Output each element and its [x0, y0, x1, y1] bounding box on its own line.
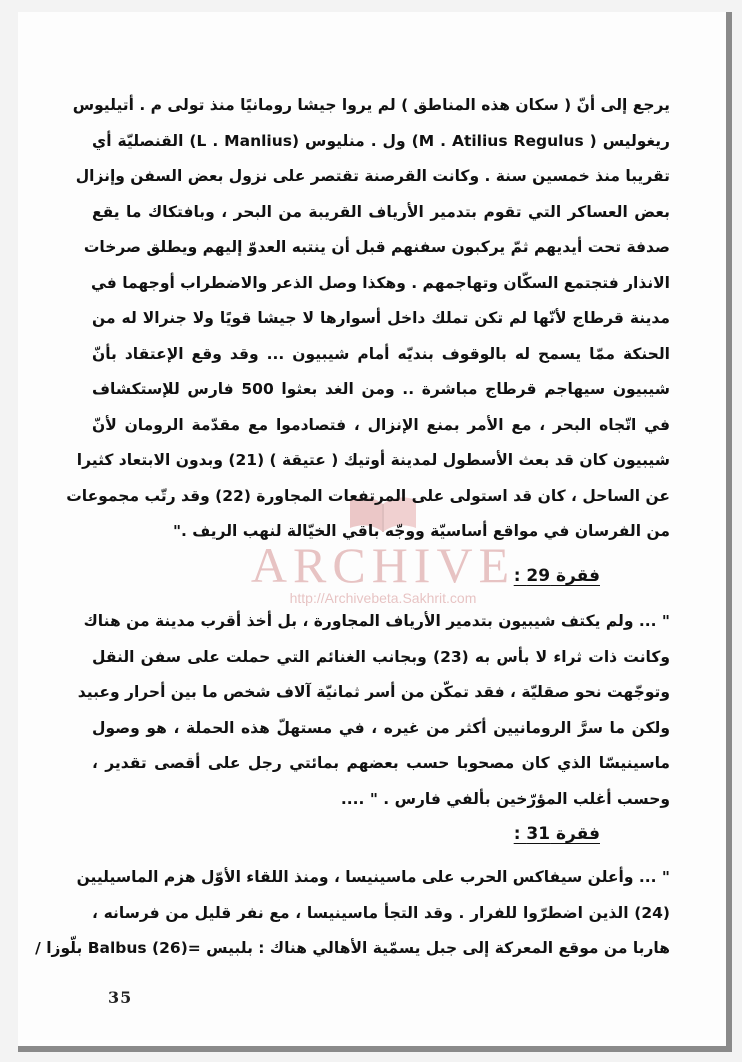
watermark-url: http://Archivebeta.Sakhrit.com [289, 590, 477, 606]
text-line: الحنكة ممّا يسمح له بالوقوف بنديّه أمام شيبيون ... وقد وقع الإعتقاد بأنّ [92, 344, 670, 363]
section-2-text [77, 604, 670, 817]
text-line: يرجع إلى أنّ ( سكان هذه المناطق ) لم يروا جيشا رومانيًا منذ تولى م . أتيليوس [72, 96, 670, 114]
text-line: " ... وأعلن سيفاكس الحرب على ماسينيسا ، ومنذ اللقاء الأوّل هزم الماسيليين [76, 868, 670, 886]
text-line: الانذار فتجتمع السكّان وتهاجمهم . وهكذا وصل الذعر والاضطراب أوجهما في [90, 273, 670, 292]
text-line: ريغوليس ( M . Atilius Regulus) ول . منليوس (L . Manlius) القنصليّة أي [92, 131, 670, 150]
text-line: مدينة قرطاج لأنّها لم تكن تملك داخل أسوارها لا جيشا قويًا ولا جنرالا له من [92, 309, 670, 327]
text-line: عن الساحل ، كان قد استولى على المرتفعات المجاورة (22) وقد رتّب مجموعات [66, 486, 670, 505]
text-line: هاربا من موقع المعركة إلى جبل يسمّية الأهالي هناك : بلبيس =Balbus (26) بلّوزا / [35, 939, 670, 957]
page-number: 35 [108, 988, 133, 1007]
section-heading-29: فقرة 29 : [513, 566, 600, 586]
text-line: صدفة تحت أيديهم ثمّ يركبون سفنهم قبل أن ينتبه العدوّ إليهم ويطلق صرخات [83, 238, 670, 256]
text-line: في اتّجاه البحر ، مع الأمر بمنع الإنزال ، فتصادموا مع مقدّمة الرومان لأنّ [92, 415, 670, 434]
text-line: من الفرسان في مواقع أساسيّة ووجّه باقي الخيّالة لنهب الريف ." [172, 522, 670, 540]
text-line: " ... ولم يكتف شيبيون بتدمير الأرياف المجاورة ، بل أخذ أقرب مدينة من هناك [83, 612, 670, 630]
section-3-text [35, 860, 670, 967]
text-line: (24) الذين اضطرّوا للفرار . وقد التجأ ماسينيسا ، مع نفر قليل من فرسانه ، [92, 903, 670, 922]
watermark-word: ARCHIVE [250, 537, 516, 593]
text-line: بعض العساكر التي تقوم بتدمير الأرياف القريبة من البحر ، وبافتكاك ما يقع [92, 202, 670, 221]
document-page [18, 12, 732, 1052]
text-line: تقريبا منذ خمسين سنة . وكانت القرصنة تقتصر على نزول بعض السفن وإنزال [75, 167, 670, 185]
text-line: ولكن ما سرَّ الرومانيين أكثر من غيره ، في مستهلّ هذه الحملة ، هو وصول [92, 718, 670, 737]
section-heading-31: فقرة 31 : [513, 824, 600, 844]
section-1-text [66, 88, 671, 550]
text-line: شيبيون سيهاجم قرطاج مباشرة .. ومن الغد بعثوا 500 فارس للإستكشاف [92, 380, 671, 398]
text-line: وتوجّهت نحو صقليّة ، فقد تمكّن من أسر ثمانيّة آلاف شخص ما بين أحرار وعبيد [77, 683, 670, 701]
text-line: ماسينيسّا الذي كان مصحوبا حسب بعضهم بمائتي رجل على أقصى تقدير ، [92, 754, 670, 772]
text-line: شيبيون كان قد بعث الأسطول لمدينة أوتيك ( عتيقة ) (21) وبدون الابتعاد كثيرا [76, 451, 670, 469]
text-line: وكانت ذات ثراء لا بأس به (23) وبجانب الغنائم التي حملت على سفن النقل [92, 647, 670, 666]
text-line: وحسب أغلب المؤرّخين بألفي فارس . " .... [340, 789, 670, 808]
